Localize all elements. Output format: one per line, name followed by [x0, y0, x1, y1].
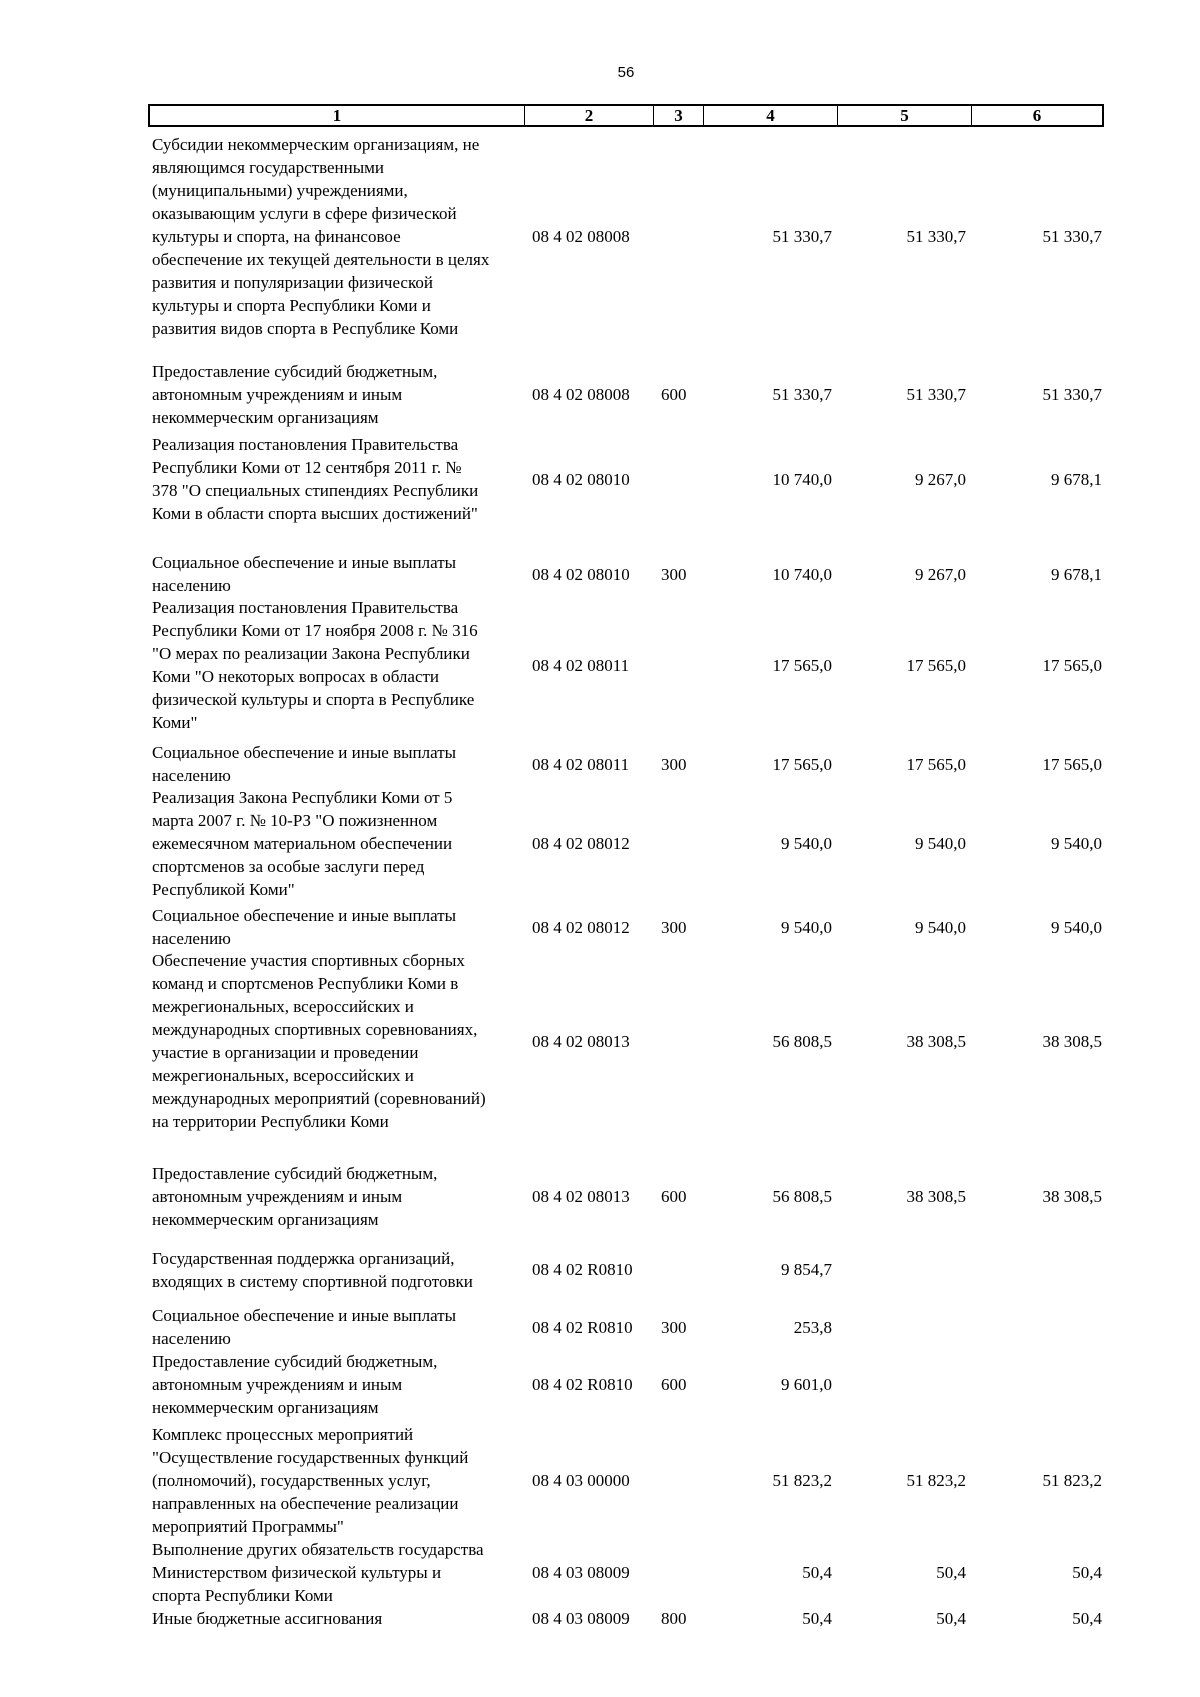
row-value-col4: 50,4	[802, 1609, 832, 1628]
description-line: (полномочий), государственных услуг,	[152, 1471, 431, 1490]
row-expense-type: 300	[661, 754, 687, 774]
description-line: международных мероприятий (соревнований)	[152, 1089, 486, 1108]
row-value-col4: 9 854,7	[781, 1260, 832, 1279]
description-line: автономным учреждениям и иным	[152, 1187, 403, 1206]
description-line: Социальное обеспечение и иные выплаты	[152, 1306, 457, 1325]
row-value-col4: 51 330,7	[772, 227, 832, 246]
description-line: Коми в области спорта высших достижений"	[152, 504, 478, 523]
description-line: культуры и спорта, на финансовое	[152, 227, 401, 246]
row-value-col6: 50,4	[1072, 1563, 1102, 1582]
row-expense-type: 600	[661, 1187, 687, 1206]
row-expense-type: 800	[661, 1609, 687, 1628]
row-description	[148, 1304, 522, 1350]
row-description	[148, 949, 522, 1133]
row-value-col6: 9 540,0	[1051, 917, 1102, 937]
row-value-col6: 51 823,2	[1042, 1471, 1102, 1490]
description-line: автономным учреждениям и иным	[152, 1375, 403, 1394]
row-expense-type: 300	[661, 564, 687, 584]
row-value-col4: 17 565,0	[772, 754, 832, 774]
description-line: Субсидии некоммерческим организациям, не	[152, 135, 480, 154]
description-line: межрегиональных, всероссийских и	[152, 1066, 414, 1085]
description-line: некоммерческим организациям	[152, 408, 379, 427]
table-row	[148, 360, 1104, 429]
description-line: Предоставление субсидий бюджетным,	[152, 1352, 438, 1371]
row-code: 08 4 02 08011	[532, 655, 630, 675]
row-value-col6: 51 330,7	[1042, 227, 1102, 246]
description-line: населению	[152, 576, 231, 595]
description-line: (муниципальными) учреждениями,	[152, 181, 408, 200]
table-row	[148, 127, 1104, 346]
description-line: автономным учреждениям и иным	[152, 385, 403, 404]
row-description	[148, 1162, 522, 1231]
row-value-col6: 38 308,5	[1042, 1031, 1102, 1051]
row-value-col5: 38 308,5	[906, 1187, 966, 1206]
description-line: Республикой Коми"	[152, 880, 295, 899]
table-row	[148, 1607, 1104, 1630]
description-line: обеспечение их текущей деятельности в целях	[152, 250, 490, 269]
row-value-col4: 9 540,0	[781, 834, 832, 853]
row-value-col5: 51 823,2	[906, 1471, 966, 1490]
row-value-col6: 9 678,1	[1051, 469, 1102, 489]
description-line: Коми"	[152, 713, 198, 732]
row-code: 08 4 02 08008	[532, 227, 630, 246]
column-header-3: 3	[653, 106, 703, 125]
page-number: 56	[617, 64, 635, 81]
description-line: 378 "О специальных стипендиях Республики	[152, 481, 479, 500]
row-description	[148, 1538, 522, 1607]
row-description	[148, 741, 522, 787]
row-code: 08 4 03 08009	[532, 1609, 630, 1628]
description-line: Республики Коми от 12 сентября 2011 г. №	[152, 458, 462, 477]
table-row	[148, 1304, 1104, 1350]
table-row	[148, 433, 1104, 525]
row-value-col5: 38 308,5	[906, 1031, 966, 1051]
table-row	[148, 1538, 1104, 1607]
row-code: 08 4 02 08012	[532, 917, 630, 937]
description-line: на территории Республики Коми	[152, 1112, 389, 1131]
description-line: Обеспечение участия спортивных сборных	[152, 951, 465, 970]
row-code: 08 4 02 08013	[532, 1187, 630, 1206]
description-line: Выполнение других обязательств государства	[152, 1540, 484, 1559]
row-value-col6: 9 540,0	[1051, 834, 1102, 853]
description-line: Социальное обеспечение и иные выплаты	[152, 906, 457, 925]
description-line: развития видов спорта в Республике Коми	[152, 319, 459, 338]
description-line: Реализация Закона Республики Коми от 5	[152, 788, 453, 807]
row-description	[148, 433, 522, 525]
table-row	[148, 1423, 1104, 1538]
row-value-col6: 50,4	[1072, 1609, 1102, 1628]
description-line: межрегиональных, всероссийских и	[152, 997, 414, 1016]
description-line: международных спортивных соревнованиях,	[152, 1020, 478, 1039]
row-value-col5: 50,4	[936, 1563, 966, 1582]
description-line: Реализация постановления Правительства	[152, 435, 459, 454]
description-line: Комплекс процессных мероприятий	[152, 1425, 414, 1444]
table-row	[148, 1350, 1104, 1419]
table-row	[148, 551, 1104, 597]
row-expense-type: 300	[661, 917, 687, 937]
row-value-col5: 9 267,0	[915, 564, 966, 584]
table-row	[148, 741, 1104, 787]
column-header-1: 1	[332, 106, 342, 125]
row-code: 08 4 02 R0810	[532, 1317, 633, 1337]
row-expense-type: 300	[661, 1317, 687, 1337]
column-header-2: 2	[524, 106, 653, 125]
description-line: некоммерческим организациям	[152, 1210, 379, 1229]
row-description	[148, 1607, 522, 1630]
description-line: Предоставление субсидий бюджетным,	[152, 1164, 438, 1183]
description-line: спортсменов за особые заслуги перед	[152, 857, 425, 876]
row-description	[148, 786, 522, 901]
row-value-col5: 9 540,0	[915, 917, 966, 937]
description-line: Социальное обеспечение и иные выплаты	[152, 553, 457, 572]
row-value-col5: 50,4	[936, 1609, 966, 1628]
description-line: являющимся государственными	[152, 158, 385, 177]
row-code: 08 4 02 08012	[532, 834, 630, 853]
description-line: Предоставление субсидий бюджетным,	[152, 362, 438, 381]
description-line: марта 2007 г. № 10-РЗ "О пожизненном	[152, 811, 438, 830]
row-code: 08 4 03 08009	[532, 1563, 630, 1582]
description-line: Республики Коми от 17 ноября 2008 г. № 316	[152, 621, 478, 640]
row-description	[148, 596, 522, 734]
table-header	[148, 104, 1104, 127]
row-value-col5: 51 330,7	[906, 227, 966, 246]
row-value-col4: 51 823,2	[772, 1471, 832, 1490]
row-description	[148, 360, 522, 429]
description-line: физической культуры и спорта в Республике	[152, 690, 475, 709]
row-description	[148, 1247, 522, 1293]
column-header-4: 4	[703, 106, 837, 125]
description-line: Министерством физической культуры и	[152, 1563, 442, 1582]
table-row	[148, 1162, 1104, 1231]
row-code: 08 4 02 08010	[532, 564, 630, 584]
description-line: некоммерческим организациям	[152, 1398, 379, 1417]
description-line: направленных на обеспечение реализации	[152, 1494, 459, 1513]
table-row	[148, 1235, 1104, 1304]
row-value-col4: 56 808,5	[772, 1031, 832, 1051]
description-line: развития и популяризации физической	[152, 273, 433, 292]
row-value-col4: 10 740,0	[772, 469, 832, 489]
row-code: 08 4 02 08010	[532, 469, 630, 489]
row-value-col4: 9 540,0	[781, 917, 832, 937]
description-line: команд и спортсменов Республики Коми в	[152, 974, 459, 993]
description-line: участие в организации и проведении	[152, 1043, 419, 1062]
column-header-6: 6	[971, 106, 1102, 125]
row-value-col6: 17 565,0	[1042, 655, 1102, 675]
row-value-col6: 9 678,1	[1051, 564, 1102, 584]
description-line: "О мерах по реализации Закона Республики	[152, 644, 470, 663]
row-code: 08 4 02 08011	[532, 754, 630, 774]
row-value-col6: 17 565,0	[1042, 754, 1102, 774]
description-line: оказывающим услуги в сфере физической	[152, 204, 457, 223]
table-row	[148, 904, 1104, 950]
row-value-col5: 17 565,0	[906, 655, 966, 675]
description-line: "Осуществление государственных функций	[152, 1448, 469, 1467]
row-code: 08 4 02 R0810	[532, 1375, 633, 1394]
description-line: ежемесячном материальном обеспечении	[152, 834, 453, 853]
table-row	[148, 949, 1104, 1133]
description-line: мероприятий Программы"	[152, 1517, 344, 1536]
row-value-col5: 9 540,0	[915, 834, 966, 853]
description-line: населению	[152, 766, 231, 785]
description-line: культуры и спорта Республики Коми и	[152, 296, 431, 315]
row-value-col4: 10 740,0	[772, 564, 832, 584]
row-description	[148, 551, 522, 597]
row-value-col4: 253,8	[793, 1317, 832, 1337]
row-code: 08 4 02 08008	[532, 385, 630, 404]
row-expense-type: 600	[661, 385, 687, 404]
description-line: спорта Республики Коми	[152, 1586, 333, 1605]
row-value-col4: 17 565,0	[772, 655, 832, 675]
table-row	[148, 596, 1104, 734]
description-line: Государственная поддержка организаций,	[152, 1248, 455, 1268]
row-value-col4: 9 601,0	[781, 1375, 832, 1394]
row-value-col4: 56 808,5	[772, 1187, 832, 1206]
row-code: 08 4 03 00000	[532, 1471, 630, 1490]
description-line: входящих в систему спортивной подготовки	[152, 1271, 473, 1291]
description-line: Социальное обеспечение и иные выплаты	[152, 743, 457, 762]
row-value-col5: 51 330,7	[906, 385, 966, 404]
row-value-col4: 51 330,7	[772, 385, 832, 404]
description-line: населению	[152, 1329, 231, 1348]
row-value-col4: 50,4	[802, 1563, 832, 1582]
row-code: 08 4 02 R0810	[532, 1260, 633, 1279]
description-line: населению	[152, 929, 231, 948]
row-description	[148, 133, 522, 340]
row-value-col6: 38 308,5	[1042, 1187, 1102, 1206]
table-row	[148, 786, 1104, 901]
row-description	[148, 1350, 522, 1419]
description-line: Иные бюджетные ассигнования	[152, 1609, 383, 1628]
row-value-col5: 17 565,0	[906, 754, 966, 774]
row-value-col5: 9 267,0	[915, 469, 966, 489]
column-header-5: 5	[837, 106, 971, 125]
description-line: Реализация постановления Правительства	[152, 598, 459, 617]
row-code: 08 4 02 08013	[532, 1031, 630, 1051]
row-description	[148, 904, 522, 950]
row-expense-type: 600	[661, 1375, 687, 1394]
row-description	[148, 1423, 522, 1538]
row-value-col6: 51 330,7	[1042, 385, 1102, 404]
description-line: Коми "О некоторых вопросах в области	[152, 667, 440, 686]
